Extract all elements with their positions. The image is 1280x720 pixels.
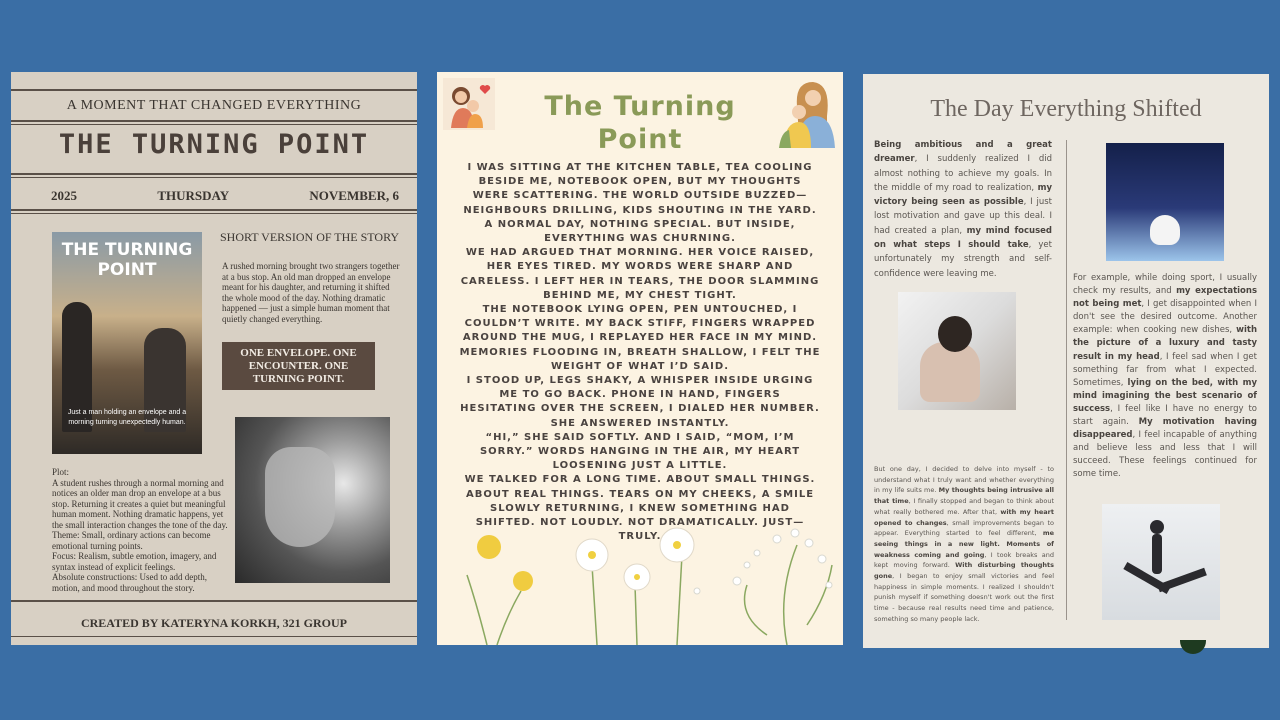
text-span: , I finally stopped and began to think about what really bothered me. After that, [874,497,1054,516]
rule [11,213,417,214]
essay-column-right [1073,272,1257,482]
text-span: , I took breaks and kept moving forward. [874,550,1055,570]
plot-line: A student rushes through a normal morning and notices an older man drop an envelope at a bus stop. Returning it creates a quiet but meaningful human moment. Nothing dramatic happens, yet the small interaction changes the tone of the day. [52,477,228,530]
story-page [437,72,843,645]
plot-line: Absolute constructions: Used to add depth, motion, and mood throughout the story. [52,572,207,593]
text-span: For example, while doing sport, I usually check my results, and [1073,273,1257,297]
rule [11,177,417,178]
corner-shape [1180,640,1206,654]
text-span: , I feel incapable of anything and believe less and less that I will succeed. These feelings continued for some time. [1073,430,1257,480]
bold-phrase: my expectations not being met [1073,286,1257,310]
leg-shape [1157,568,1207,593]
hand-shape [265,447,335,547]
bold-phrase: me seeing things in a new light. Moments of weakness coming and going [874,529,1054,559]
text-span: , I feel like I have no energy to start again. [1073,403,1257,428]
head-shape [1150,520,1164,534]
story-paragraph: WE TALKED FOR A LONG TIME. ABOUT SMALL THINGS. ABOUT REAL THINGS. TEARS ON MY CHEEKS, A SMILE SLOWLY RETURNING, I KNEW SOMETHING HAD SHIFTED. NOT LOUDLY. NOT DRAMATICALLY. JUST—TRULY. [464,474,816,543]
meditation-space-image [1106,143,1224,261]
text-span: , I feel sad when I get something far from what I expected. Sometimes, [1073,351,1257,388]
grieving-person-photo [235,417,390,583]
text-span: But one day, I decided to delve into myself - to understand what I truly want and whether everything in my life suits me. [874,465,1054,495]
newspaper-title: THE TURNING POINT [58,129,370,160]
story-paragraph: THE NOTEBOOK LYING OPEN, PEN UNTOUCHED, I COULDN’T WRITE. MY BACK STIFF, FINGERS WRAPPED AROUND THE MUG, I REPLAYED HER FACE IN MY MIND. MEMORIES FLOODING IN, BREATH SHALLOW, I FELT THE WEIGHT OF WHAT I’D SAID. [459,304,821,372]
essay-column-bottom [874,464,1054,625]
essay-page [863,74,1269,648]
plot-line: Focus: Realism, subtle emotion, imagery, and syntax instead of explicit feelings. [52,551,217,572]
rule [11,600,417,602]
rule [11,120,417,122]
text-span: , I just lost motivation and gave up this deal. I had created a plan, [874,197,1052,236]
essay-title: The Day Everything Shifted [930,96,1202,122]
text-span: , yet unfortunately my strength and self-confidence were leaving me. [874,240,1052,279]
credit-line: CREATED BY KATERYNA KORKH, 321 GROUP [80,616,348,630]
bold-phrase: with the picture of a luxury and tasty result in my head [1073,325,1257,362]
bold-phrase: My thoughts being intrusive all that time [874,486,1054,506]
story-title: The Turning Point [544,91,736,155]
text-span: , I suddenly realized I did almost nothing to achieve my goals. In the middle of my road to realization, [874,154,1052,193]
torso-shape [1152,534,1162,574]
girl-head [938,316,972,352]
text-span: , I get disappointed when I don't see the desired outcome. Another example: when cooking new dishes, [1073,299,1257,336]
essay-column-left [874,138,1052,281]
date-weekday: THURSDAY [157,188,230,203]
story-paragraph: “HI,” SHE SAID SOFTLY. AND I SAID, “MOM, I’M SORRY.” WORDS HANGING IN THE AIR, MY HEART LOOSENING JUST A LITTLE. [479,431,801,472]
plot-line: Theme: Small, ordinary actions can become emotional turning points. [52,530,211,551]
poster-caption: Just a man holding an envelope and a morning turning unexpectedly human. [67,409,187,426]
short-version-heading: SHORT VERSION OF THE STORY [220,230,400,244]
bold-phrase: My motivation having disappeared [1073,417,1257,441]
bold-phrase: my mind focused on what steps I should take [874,225,1052,251]
newspaper-page [11,72,417,645]
stretching-woman-photo [1102,504,1220,620]
rule [11,124,417,125]
bold-phrase: With disturbing thoughts gone [874,561,1054,581]
plot-section [52,467,232,593]
short-version-text: A rushed morning brought two strangers together at a bus stop. An old man dropped an envelope meant for his daughter, and returning it shifted the whole mood of the day. Nothing dramatic happened — just a simple human moment that quietly changed everything. [222,261,400,324]
dateline [51,188,399,204]
text-span: , I began to enjoy small victories and feel happiness in simple moments. I realized I shouldn't punish myself if something doesn't work out the first time - because real results need time and patience, something so many people lack. [874,572,1054,623]
rule [11,173,417,175]
movie-poster-image [52,232,202,454]
bold-phrase: with my heart opened to changes [874,507,1054,527]
highlight-box: ONE ENVELOPE. ONE ENCOUNTER. ONE TURNING POINT. [222,342,375,390]
mother-daughter-illustration [443,78,495,130]
flowers-illustration [437,525,843,645]
date-day: NOVEMBER, 6 [309,188,399,203]
story-paragraph: I STOOD UP, LEGS SHAKY, A WHISPER INSIDE URGING ME TO GO BACK. PHONE IN HAND, FINGERS HESITATING OVER THE SCREEN, I DIALED HER NUMBER. SHE ANSWERED INSTANTLY. [460,375,820,429]
bold-phrase: lying on the bed, with my mind imagining the best scenario of success [1073,377,1257,414]
eyebrow-heading: A MOMENT THAT CHANGED EVERYTHING [66,98,362,113]
top-rule [11,89,417,91]
rule [11,209,417,211]
bold-phrase: my victory being seen as possible [874,182,1052,208]
date-year: 2025 [51,188,77,203]
mother-hug-illustration [777,76,837,148]
sad-girl-photo [898,292,1016,410]
rule [11,636,417,637]
story-text [459,161,821,544]
story-paragraph: WE HAD ARGUED THAT MORNING. HER VOICE RAISED, HER EYES TIRED. MY WORDS WERE SHARP AND CARELESS. I LEFT HER IN TEARS, THE DOOR SLAMMING BEHIND ME, MY CHEST TIGHT. [460,247,820,301]
bold-phrase: Being ambitious and a great dreamer [874,140,1052,165]
story-paragraph: I WAS SITTING AT THE KITCHEN TABLE, TEA COOLING BESIDE ME, NOTEBOOK OPEN, BUT MY THOUGHTS WERE SCATTERING. THE WORLD OUTSIDE BUZZED—NEIGHBOURS DRILLING, KIDS SHOUTING IN THE YARD. A NORMAL DAY, NOTHING SPECIAL. BUT INSIDE, EVERYTHING WAS CHURNING. [463,162,817,245]
text-span: , small improvements began to appear. Everything started to feel different, [874,518,1054,538]
poster-title: THE TURNING POINT [61,240,193,280]
column-divider [1066,140,1067,620]
plot-line: Plot: [52,467,70,477]
meditating-figure [1150,215,1180,245]
